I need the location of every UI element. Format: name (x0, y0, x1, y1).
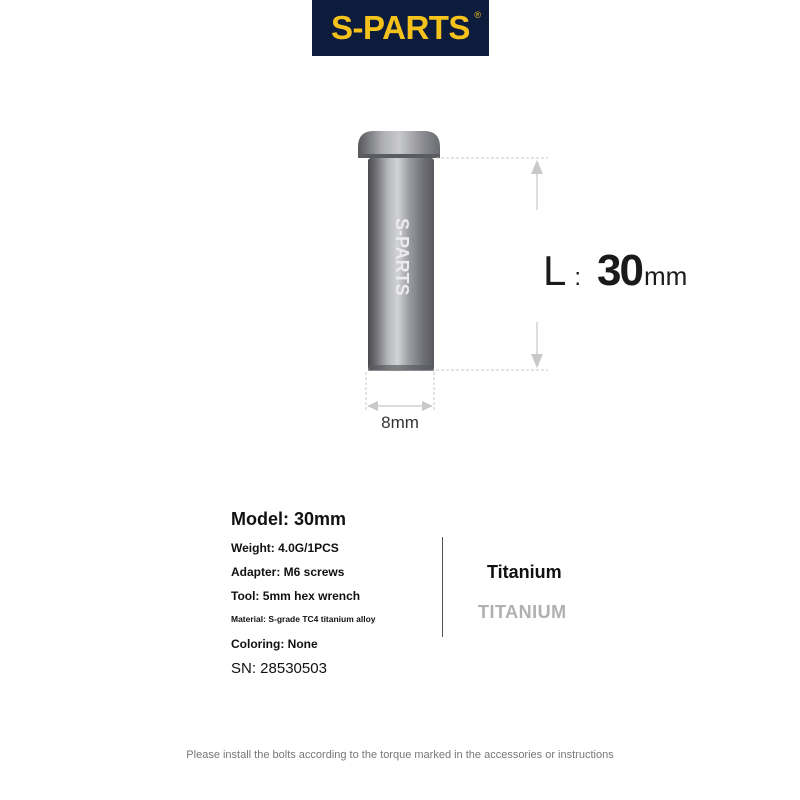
material-badge-title: Titanium (487, 562, 562, 582)
spec-model: Model: 30mm (231, 509, 347, 529)
arrow-right-icon (422, 401, 433, 411)
registered-mark: ® (474, 10, 481, 20)
logo-text: S-PARTS (331, 9, 470, 46)
footer-note: Please install the bolts according to the torque marked in the accessories or instructions (186, 749, 614, 761)
length-letter: L (543, 247, 567, 294)
length-unit: mm (643, 261, 688, 291)
shaft-engraving: S-PARTS (392, 218, 412, 296)
bolt-head (358, 131, 440, 158)
spec-divider (442, 537, 443, 637)
length-colon: : (574, 264, 582, 291)
arrow-left-icon (367, 401, 378, 411)
length-value: 30 (597, 246, 642, 295)
arrow-up-icon (531, 160, 543, 174)
arrow-down-icon (531, 354, 543, 368)
spec-material: Material: S-grade TC4 titanium alloy (231, 614, 376, 624)
spec-tool: Tool: 5mm hex wrench (231, 589, 361, 603)
length-dimension-line (436, 158, 548, 370)
spec-weight: Weight: 4.0G/1PCS (231, 541, 339, 555)
spec-adapter: Adapter: M6 screws (231, 565, 345, 579)
material-badge-subtitle: TITANIUM (478, 602, 567, 622)
diameter-label: 8mm (381, 413, 419, 432)
spec-coloring: Coloring: None (231, 637, 318, 651)
spec-serial-number: SN: 28530503 (231, 660, 327, 677)
length-label (543, 246, 687, 296)
